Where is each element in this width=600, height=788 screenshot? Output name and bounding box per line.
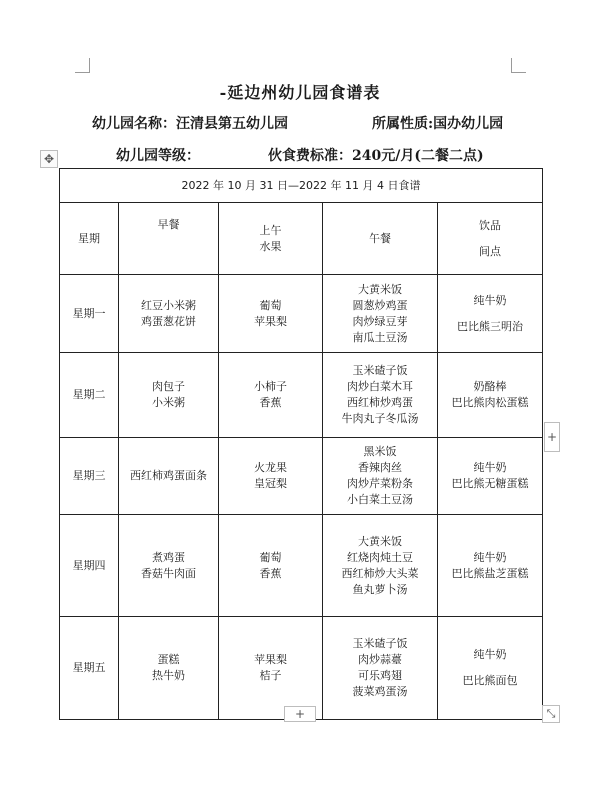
- header-snack-text: 间点: [479, 244, 502, 258]
- resize-icon[interactable]: ⤡: [542, 705, 560, 723]
- lunch-cell: [323, 353, 438, 438]
- header-day: [60, 203, 119, 275]
- snack-cell: [438, 353, 543, 438]
- lunch-item: 菠菜鸡蛋汤: [352, 685, 408, 698]
- weekly-menu-table: [59, 168, 543, 720]
- day-label: 星期五: [72, 661, 106, 674]
- header-morning-fruit: [219, 203, 323, 275]
- breakfast-item: 鸡蛋葱花饼: [141, 314, 196, 328]
- table-row: [60, 275, 543, 353]
- fruit-item: 葡萄: [259, 550, 282, 564]
- breakfast-item: 小米粥: [152, 396, 185, 409]
- lunch-item: 西红柿炒鸡蛋: [347, 396, 413, 409]
- breakfast-item: 西红柿鸡蛋面条: [130, 469, 207, 482]
- table-row: [60, 353, 543, 438]
- lunch-cell: [323, 275, 438, 353]
- lunch-item: 小白菜土豆汤: [347, 493, 413, 506]
- breakfast-item: 煮鸡蛋: [152, 550, 185, 564]
- breakfast-cell: [119, 515, 219, 617]
- snack-item: 纯牛奶: [473, 461, 507, 474]
- lunch-item: 可乐鸡翅: [358, 669, 402, 682]
- lunch-item: 圆葱炒鸡蛋: [352, 298, 408, 312]
- header-lunch-text: 午餐: [369, 231, 391, 245]
- header-day-text: 星期: [78, 231, 100, 245]
- fruit-item: 葡萄: [259, 298, 282, 312]
- fruit-item: 火龙果: [254, 461, 287, 474]
- meal-fee-standard: 伙食费标准：240元/月(二餐二点): [268, 148, 484, 164]
- breakfast-cell: [119, 275, 219, 353]
- header-drink-snack: [438, 203, 543, 275]
- page-corner-mark-top-right: [511, 58, 526, 73]
- fruit-cell: [219, 617, 323, 720]
- breakfast-item: 肉包子: [152, 380, 185, 393]
- table-row: [60, 515, 543, 617]
- add-row-button[interactable]: +: [284, 706, 316, 722]
- snack-cell: [438, 515, 543, 617]
- lunch-item: 肉炒芹菜粉条: [347, 477, 413, 490]
- lunch-cell: [323, 515, 438, 617]
- lunch-item: 肉炒蒜薹: [358, 653, 402, 666]
- snack-item: 巴比熊肉松蛋糕: [451, 396, 529, 409]
- breakfast-item: 红豆小米粥: [141, 298, 196, 312]
- lunch-item: 大黄米饭: [358, 282, 402, 296]
- fruit-cell: [219, 515, 323, 617]
- table-row: [60, 617, 543, 720]
- kindergarten-nature: 所属性质:国办幼儿园: [372, 116, 504, 132]
- fruit-item: 香蕉: [259, 566, 282, 580]
- snack-cell: [438, 438, 543, 515]
- fruit-item: 苹果梨: [254, 653, 287, 666]
- snack-item: 巴比熊无糖蛋糕: [451, 477, 529, 490]
- menu-date-range: [60, 169, 543, 203]
- fruit-item: 皇冠梨: [254, 477, 287, 490]
- date-range-text: 2022 年 10 月 31 日—2022 年 11 月 4 日食谱: [181, 178, 421, 192]
- table-row: [60, 438, 543, 515]
- day-cell: [60, 515, 119, 617]
- fruit-cell: [219, 275, 323, 353]
- lunch-item: 大黄米饭: [358, 534, 402, 548]
- fruit-item: 香蕉: [259, 396, 282, 409]
- snack-item: 纯牛奶: [473, 550, 507, 564]
- lunch-item: 玉米碴子饭: [352, 364, 408, 377]
- snack-item: 奶酪棒: [473, 380, 507, 393]
- fruit-item: 桔子: [259, 669, 282, 682]
- snack-item: 巴比熊面包: [462, 674, 518, 687]
- lunch-item: 牛肉丸子冬瓜汤: [341, 412, 419, 425]
- day-label: 星期四: [72, 558, 106, 572]
- lunch-item: 鱼丸萝卜汤: [352, 582, 408, 596]
- day-cell: [60, 438, 119, 515]
- header-breakfast: [119, 203, 219, 275]
- snack-item: 巴比熊三明治: [457, 319, 524, 333]
- snack-cell: [438, 275, 543, 353]
- snack-item: 巴比熊盐芝蛋糕: [451, 566, 529, 580]
- breakfast-cell: [119, 617, 219, 720]
- lunch-item: 西红柿炒大头菜: [341, 566, 419, 580]
- lunch-item: 黑米饭: [363, 445, 397, 458]
- breakfast-cell: [119, 353, 219, 438]
- snack-item: 纯牛奶: [473, 293, 507, 307]
- breakfast-cell: [119, 438, 219, 515]
- lunch-item: 肉炒白菜木耳: [347, 380, 413, 393]
- header-lunch: [323, 203, 438, 275]
- document-title: -延边州幼儿园食谱表: [219, 83, 381, 102]
- fruit-cell: [219, 438, 323, 515]
- breakfast-item: 香菇牛肉面: [141, 566, 196, 580]
- kindergarten-name: 幼儿园名称：汪清县第五幼儿园: [92, 116, 288, 132]
- day-label: 星期三: [72, 469, 106, 482]
- day-cell: [60, 275, 119, 353]
- add-column-button[interactable]: +: [544, 422, 560, 452]
- page-corner-mark-top-left: [75, 58, 90, 73]
- breakfast-item: 热牛奶: [152, 669, 185, 682]
- breakfast-item: 蛋糕: [157, 653, 180, 666]
- header-fruit-text: 水果: [259, 239, 282, 253]
- move-icon[interactable]: ✥: [40, 150, 58, 168]
- snack-cell: [438, 617, 543, 720]
- day-label: 星期一: [72, 306, 106, 320]
- lunch-item: 香辣肉丝: [358, 461, 402, 474]
- fruit-item: 苹果梨: [254, 314, 287, 328]
- day-label: 星期二: [72, 388, 106, 401]
- header-drink-text: 饮品: [479, 218, 502, 232]
- day-cell: [60, 617, 119, 720]
- lunch-item: 红烧肉炖土豆: [347, 550, 413, 564]
- header-breakfast-text: 早餐: [157, 218, 180, 231]
- kindergarten-level: 幼儿园等级：: [116, 148, 200, 164]
- snack-item: 纯牛奶: [473, 648, 507, 661]
- lunch-item: 玉米碴子饭: [352, 637, 408, 650]
- lunch-cell: [323, 438, 438, 515]
- fruit-cell: [219, 353, 323, 438]
- table-header-row: [60, 203, 543, 275]
- lunch-item: 肉炒绿豆芽: [352, 314, 408, 328]
- header-morning-text: 上午: [259, 223, 282, 237]
- lunch-item: 南瓜土豆汤: [352, 330, 408, 344]
- lunch-cell: [323, 617, 438, 720]
- fruit-item: 小柿子: [254, 380, 287, 393]
- day-cell: [60, 353, 119, 438]
